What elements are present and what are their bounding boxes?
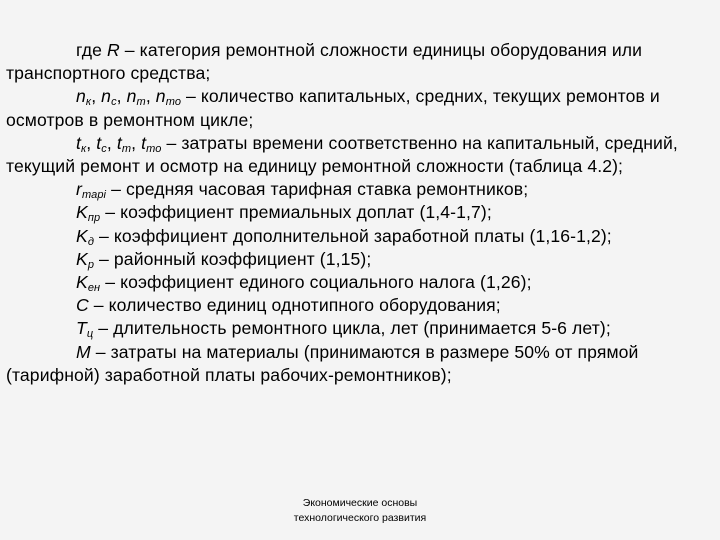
symbol-term [76, 342, 91, 362]
definition-text: – районный коэффициент (1,15); [94, 248, 372, 269]
symbol-subscript: т [121, 142, 132, 155]
symbol-subscript: ц [86, 328, 94, 341]
definition-paragraph [6, 271, 714, 294]
symbol-main: t [116, 132, 122, 153]
symbol-main: T [76, 318, 87, 339]
definition-prefix: где [76, 40, 107, 60]
symbol-subscript: т [136, 96, 146, 109]
symbol-term [96, 133, 107, 153]
definition-paragraph [6, 201, 714, 224]
footer-line-2: технологического развития [293, 512, 427, 524]
symbol-subscript: к [81, 142, 87, 155]
symbol-subscript: тарi [81, 189, 107, 202]
symbol-term [155, 86, 182, 109]
definition-text: – коэффициент дополнительной заработной платы (1,16-1,2); [94, 225, 612, 246]
symbol-main: n [155, 86, 166, 107]
symbol-main: K [76, 225, 88, 246]
symbol-subscript: р [87, 258, 95, 271]
symbol-term [107, 40, 120, 60]
definition-text: – затраты на материалы (принимаются в размере 50% от прямой (тарифной) заработной платы рабочих-ремонтников); [6, 341, 639, 385]
symbol-main: t [76, 132, 81, 153]
symbol-term [76, 179, 107, 202]
symbol-term [76, 133, 86, 153]
symbol-term [76, 226, 94, 246]
symbol-main: n [126, 86, 137, 107]
symbol-main: t [141, 132, 147, 153]
definition-paragraph [6, 178, 714, 201]
definition-text: – длительность ремонтного цикла, лет (принимается 5-6 лет); [93, 318, 611, 339]
symbol-term [76, 86, 92, 109]
symbol-term [76, 202, 101, 225]
symbol-subscript: ен [87, 282, 101, 295]
definition-paragraph: $t_к$, $t_с$, $t_т$, $t_{то}$ – затраты времени соответственно на капитальный, средний, текущий ремонт и осмотр на единицу ремонтной сложности (таблица 4.2); [6, 132, 678, 177]
symbol-term [76, 272, 101, 295]
definition-text: – затраты времени соответственно на капитальный, средний, текущий ремонт и осмотр на единицу ремонтной сложности (таблица 4.2); [6, 132, 678, 177]
definition-text: – средняя часовая тарифная ставка ремонтников; [106, 179, 529, 200]
definition-text: – категория ремонтной сложности единицы оборудования или транспортного средства; [6, 40, 643, 84]
footer-line-1: Экономические основы [302, 497, 418, 509]
symbol-subscript: пр [87, 212, 101, 225]
symbol-subscript: с [101, 142, 107, 155]
symbol-main: C [76, 295, 89, 316]
symbol-subscript: к [85, 96, 92, 109]
symbol-main: K [76, 248, 88, 269]
symbol-term [141, 133, 161, 153]
definition-paragraph [6, 225, 714, 248]
symbol-term [101, 86, 117, 109]
symbol-main: K [76, 202, 88, 223]
page-footer [0, 496, 720, 526]
definitions-list [6, 39, 714, 387]
definition-text: – коэффициент премиальных доплат (1,4-1,7); [100, 202, 492, 223]
symbol-term [76, 295, 89, 315]
symbol-subscript: с [111, 96, 117, 109]
symbol-main: r [76, 179, 82, 200]
symbol-main: K [76, 272, 88, 293]
symbol-term [76, 318, 94, 341]
definition-paragraph: $n_к$, $n_с$, $n_т$, $n_{то}$ – количество капитальных, средних, текущих ремонтов и осмотров в ремонтном цикле; [6, 86, 660, 130]
symbol-main: M [76, 341, 91, 362]
symbol-subscript: то [146, 142, 162, 155]
symbol-subscript: д [87, 235, 95, 248]
definition-paragraph [6, 248, 714, 271]
definition-text: – количество единиц однотипного оборудования; [88, 295, 501, 316]
definition-paragraph [6, 39, 714, 85]
definition-paragraph [6, 294, 714, 317]
definition-text: – коэффициент единого социального налога (1,26); [100, 272, 532, 293]
symbol-main: R [106, 40, 120, 60]
symbol-main: n [101, 86, 112, 107]
symbol-subscript: то [165, 96, 182, 109]
symbol-term [76, 249, 94, 269]
symbol-term [117, 133, 131, 153]
symbol-main: n [76, 86, 86, 107]
definition-paragraph [6, 317, 714, 340]
definition-text: – количество капитальных, средних, текущих ремонтов и осмотров в ремонтном цикле; [6, 86, 660, 130]
definition-paragraph [6, 341, 714, 387]
symbol-main: t [96, 132, 102, 153]
symbol-term [126, 86, 146, 109]
